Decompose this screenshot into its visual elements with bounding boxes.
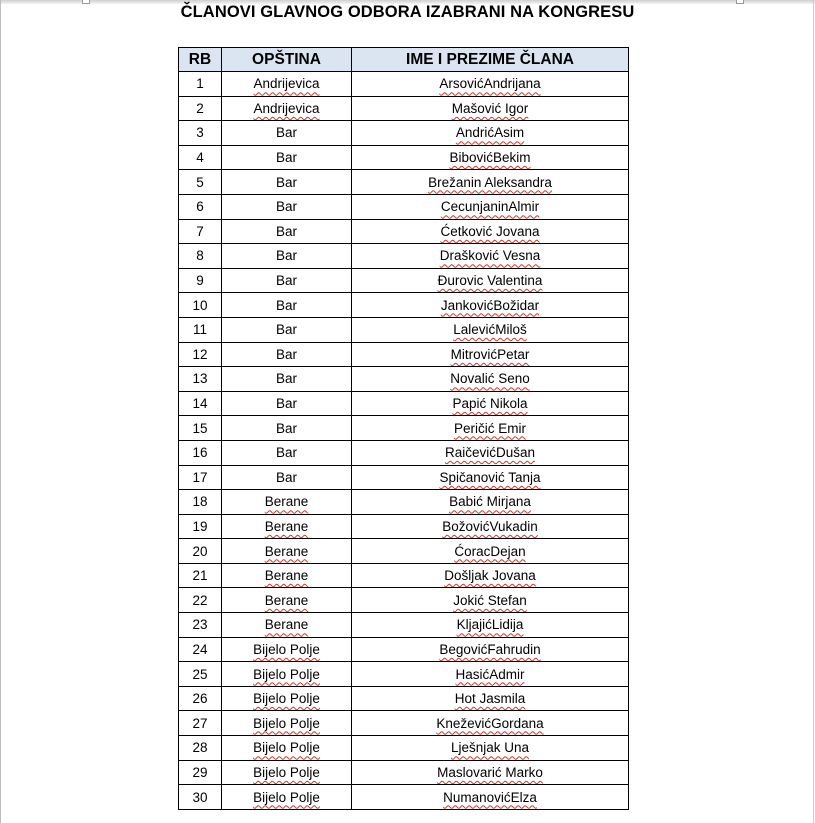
cell-rb: 18	[179, 490, 222, 515]
table-row	[179, 465, 629, 490]
cell-ime	[352, 219, 629, 244]
cell-opstina-text: Bijelo Polje	[253, 764, 320, 780]
cell-ime	[352, 440, 629, 465]
table-row	[179, 440, 629, 465]
cell-ime	[352, 293, 629, 318]
cell-rb: 2	[179, 96, 222, 121]
cell-ime	[352, 465, 629, 490]
cell-ime-text: Brežanin Aleksandra	[428, 174, 552, 190]
table-row	[179, 686, 629, 711]
cell-ime-text: Babić Mirjana	[449, 494, 531, 510]
cell-ime-text: JankovićBožidar	[440, 297, 540, 313]
cell-opstina-text: Berane	[264, 592, 309, 608]
document-title: ČLANOVI GLAVNOG ODBORA IZABRANI NA KONGRESU	[180, 3, 635, 21]
cell-rb: 3	[179, 121, 222, 146]
cell-opstina	[222, 194, 352, 219]
cell-opstina	[222, 539, 352, 564]
cell-ime-text: HasićAdmir	[455, 666, 525, 682]
cell-ime-text: BibovićBekim	[449, 150, 531, 166]
cell-opstina	[222, 367, 352, 392]
cell-ime	[352, 170, 629, 195]
cell-opstina	[222, 72, 352, 97]
cell-rb: 29	[179, 760, 222, 785]
cell-rb: 7	[179, 219, 222, 244]
cell-opstina-text: Bijelo Polje	[253, 691, 320, 707]
cell-opstina	[222, 465, 352, 490]
table-row	[179, 588, 629, 613]
cell-ime-text: Došljak Jovana	[444, 568, 536, 584]
cell-ime	[352, 391, 629, 416]
cell-ime-text: Drašković Vesna	[439, 248, 541, 264]
cell-ime	[352, 539, 629, 564]
page-right-edge	[813, 0, 814, 823]
cell-opstina	[222, 711, 352, 736]
cell-opstina-text: Bar	[275, 125, 297, 141]
cell-ime-text: Lješnjak Una	[450, 740, 530, 756]
cell-opstina	[222, 121, 352, 146]
cell-opstina-text: Andrijevica	[253, 76, 320, 92]
cell-rb: 13	[179, 367, 222, 392]
cell-opstina-text: Bar	[275, 371, 297, 387]
cell-ime	[352, 72, 629, 97]
table-row	[179, 662, 629, 687]
cell-opstina	[222, 244, 352, 269]
table-row	[179, 613, 629, 638]
table-row	[179, 244, 629, 269]
cell-opstina-text: Bar	[275, 223, 297, 239]
cell-ime	[352, 760, 629, 785]
cell-ime	[352, 244, 629, 269]
cell-ime-text: Jokić Stefan	[453, 592, 527, 608]
header-opstina: OPŠTINA	[222, 48, 352, 72]
cell-rb: 15	[179, 416, 222, 441]
cell-opstina-text: Bijelo Polje	[253, 641, 320, 657]
cell-ime	[352, 317, 629, 342]
cell-ime-text: RaičevićDušan	[444, 445, 536, 461]
table-row	[179, 637, 629, 662]
cell-opstina-text: Bar	[275, 297, 297, 313]
table-row	[179, 367, 629, 392]
cell-rb: 14	[179, 391, 222, 416]
page-left-edge	[0, 0, 1, 823]
cell-ime-text: KneževićGordana	[436, 715, 544, 731]
cell-opstina	[222, 736, 352, 761]
cell-ime-text: LalevićMiloš	[453, 322, 527, 338]
cell-ime	[352, 613, 629, 638]
cell-opstina-text: Berane	[264, 518, 309, 534]
cell-ime	[352, 490, 629, 515]
cell-ime-text: ArsovićAndrijana	[439, 76, 541, 92]
cell-ime-text: ĆoracDejan	[454, 543, 526, 559]
cell-ime	[352, 145, 629, 170]
table-row	[179, 563, 629, 588]
cell-ime	[352, 194, 629, 219]
cell-ime	[352, 637, 629, 662]
cell-opstina-text: Bar	[275, 346, 297, 362]
cell-opstina-text: Andrijevica	[253, 100, 320, 116]
cell-opstina	[222, 145, 352, 170]
cell-rb: 12	[179, 342, 222, 367]
cell-rb: 19	[179, 514, 222, 539]
cell-opstina	[222, 96, 352, 121]
table-row	[179, 194, 629, 219]
cell-ime-text: Ćetković Jovana	[440, 223, 540, 239]
cell-ime-text: Novalić Seno	[450, 371, 530, 387]
cell-rb: 20	[179, 539, 222, 564]
cell-opstina-text: Berane	[264, 617, 309, 633]
cell-opstina	[222, 416, 352, 441]
cell-rb: 16	[179, 440, 222, 465]
table-row	[179, 268, 629, 293]
cell-opstina-text: Bar	[275, 445, 297, 461]
cell-opstina-text: Bijelo Polje	[253, 789, 320, 805]
table-row	[179, 490, 629, 515]
cell-opstina	[222, 563, 352, 588]
table-header-row	[179, 48, 629, 72]
cell-ime	[352, 367, 629, 392]
cell-opstina	[222, 588, 352, 613]
cell-opstina	[222, 760, 352, 785]
cell-rb: 25	[179, 662, 222, 687]
cell-opstina	[222, 662, 352, 687]
cell-opstina-text: Bijelo Polje	[253, 740, 320, 756]
cell-opstina-text: Berane	[264, 568, 309, 584]
cell-rb: 23	[179, 613, 222, 638]
cell-opstina-text: Bijelo Polje	[253, 715, 320, 731]
cell-opstina-text: Bar	[275, 420, 297, 436]
cell-rb: 6	[179, 194, 222, 219]
cell-ime-text: BegovićFahrudin	[439, 641, 541, 657]
cell-ime	[352, 342, 629, 367]
cell-rb: 30	[179, 785, 222, 810]
table-row	[179, 72, 629, 97]
cell-ime	[352, 711, 629, 736]
cell-ime	[352, 416, 629, 441]
cell-ime-text: Maslovarić Marko	[437, 764, 543, 780]
cell-rb: 8	[179, 244, 222, 269]
cell-opstina	[222, 613, 352, 638]
cell-rb: 21	[179, 563, 222, 588]
cell-opstina-text: Bijelo Polje	[253, 666, 320, 682]
cell-ime-text: MitrovićPetar	[450, 346, 530, 362]
cell-rb: 4	[179, 145, 222, 170]
cell-rb: 27	[179, 711, 222, 736]
cell-opstina	[222, 490, 352, 515]
cell-ime-text: Peričić Emir	[453, 420, 526, 436]
cell-ime	[352, 588, 629, 613]
cell-ime-text: NumanovićElza	[443, 789, 537, 805]
cell-opstina-text: Bar	[275, 273, 297, 289]
cell-opstina	[222, 170, 352, 195]
cell-opstina	[222, 391, 352, 416]
cell-rb: 22	[179, 588, 222, 613]
table-row	[179, 293, 629, 318]
cell-opstina-text: Berane	[264, 494, 309, 510]
cell-opstina-text: Bar	[275, 150, 297, 166]
cell-opstina	[222, 293, 352, 318]
header-rb: RB	[179, 48, 222, 72]
cell-opstina	[222, 637, 352, 662]
table-row	[179, 145, 629, 170]
table-row	[179, 170, 629, 195]
table-row	[179, 785, 629, 810]
cell-ime	[352, 686, 629, 711]
cell-rb: 24	[179, 637, 222, 662]
cell-opstina-text: Bar	[275, 469, 297, 485]
cell-opstina-text: Berane	[264, 543, 309, 559]
cell-opstina-text: Bar	[275, 322, 297, 338]
cell-opstina	[222, 317, 352, 342]
table-row	[179, 391, 629, 416]
cell-rb: 26	[179, 686, 222, 711]
table-row	[179, 416, 629, 441]
cell-ime	[352, 662, 629, 687]
cell-rb: 11	[179, 317, 222, 342]
cell-ime-text: Papić Nikola	[452, 396, 528, 412]
cell-ime-text: Hot Jasmila	[454, 691, 526, 707]
cell-opstina	[222, 686, 352, 711]
cell-ime-text: CecunjaninAlmir	[440, 199, 540, 215]
table-row	[179, 317, 629, 342]
table-row	[179, 736, 629, 761]
header-ime: IME I PREZIME ČLANA	[352, 48, 629, 72]
table-row	[179, 121, 629, 146]
cell-ime	[352, 96, 629, 121]
cell-ime-text: AndrićAsim	[455, 125, 525, 141]
members-table	[178, 47, 629, 810]
table-row	[179, 539, 629, 564]
table-row	[179, 711, 629, 736]
cell-rb: 5	[179, 170, 222, 195]
cell-opstina-text: Bar	[275, 248, 297, 264]
cell-opstina	[222, 514, 352, 539]
cell-ime	[352, 514, 629, 539]
table-row	[179, 96, 629, 121]
cell-opstina	[222, 342, 352, 367]
cell-ime	[352, 268, 629, 293]
cell-rb: 1	[179, 72, 222, 97]
cell-ime-text: Spičanović Tanja	[439, 469, 541, 485]
cell-opstina	[222, 268, 352, 293]
cell-opstina-text: Bar	[275, 396, 297, 412]
cell-ime	[352, 563, 629, 588]
cell-opstina-text: Bar	[275, 199, 297, 215]
cell-opstina	[222, 785, 352, 810]
cell-ime-text: Đurovic Valentina	[437, 273, 543, 289]
cell-ime	[352, 121, 629, 146]
table-row	[179, 760, 629, 785]
cell-ime-text: BožovićVukadin	[442, 518, 538, 534]
cell-opstina	[222, 440, 352, 465]
cell-ime	[352, 736, 629, 761]
cell-ime-text: KljajićLidija	[456, 617, 524, 633]
cell-rb: 17	[179, 465, 222, 490]
cell-ime	[352, 785, 629, 810]
table-row	[179, 342, 629, 367]
cell-opstina	[222, 219, 352, 244]
cell-rb: 9	[179, 268, 222, 293]
table-row	[179, 514, 629, 539]
cell-rb: 10	[179, 293, 222, 318]
cell-rb: 28	[179, 736, 222, 761]
cell-ime-text: Mašović Igor	[451, 100, 529, 116]
cell-opstina-text: Bar	[275, 174, 297, 190]
table-row	[179, 219, 629, 244]
